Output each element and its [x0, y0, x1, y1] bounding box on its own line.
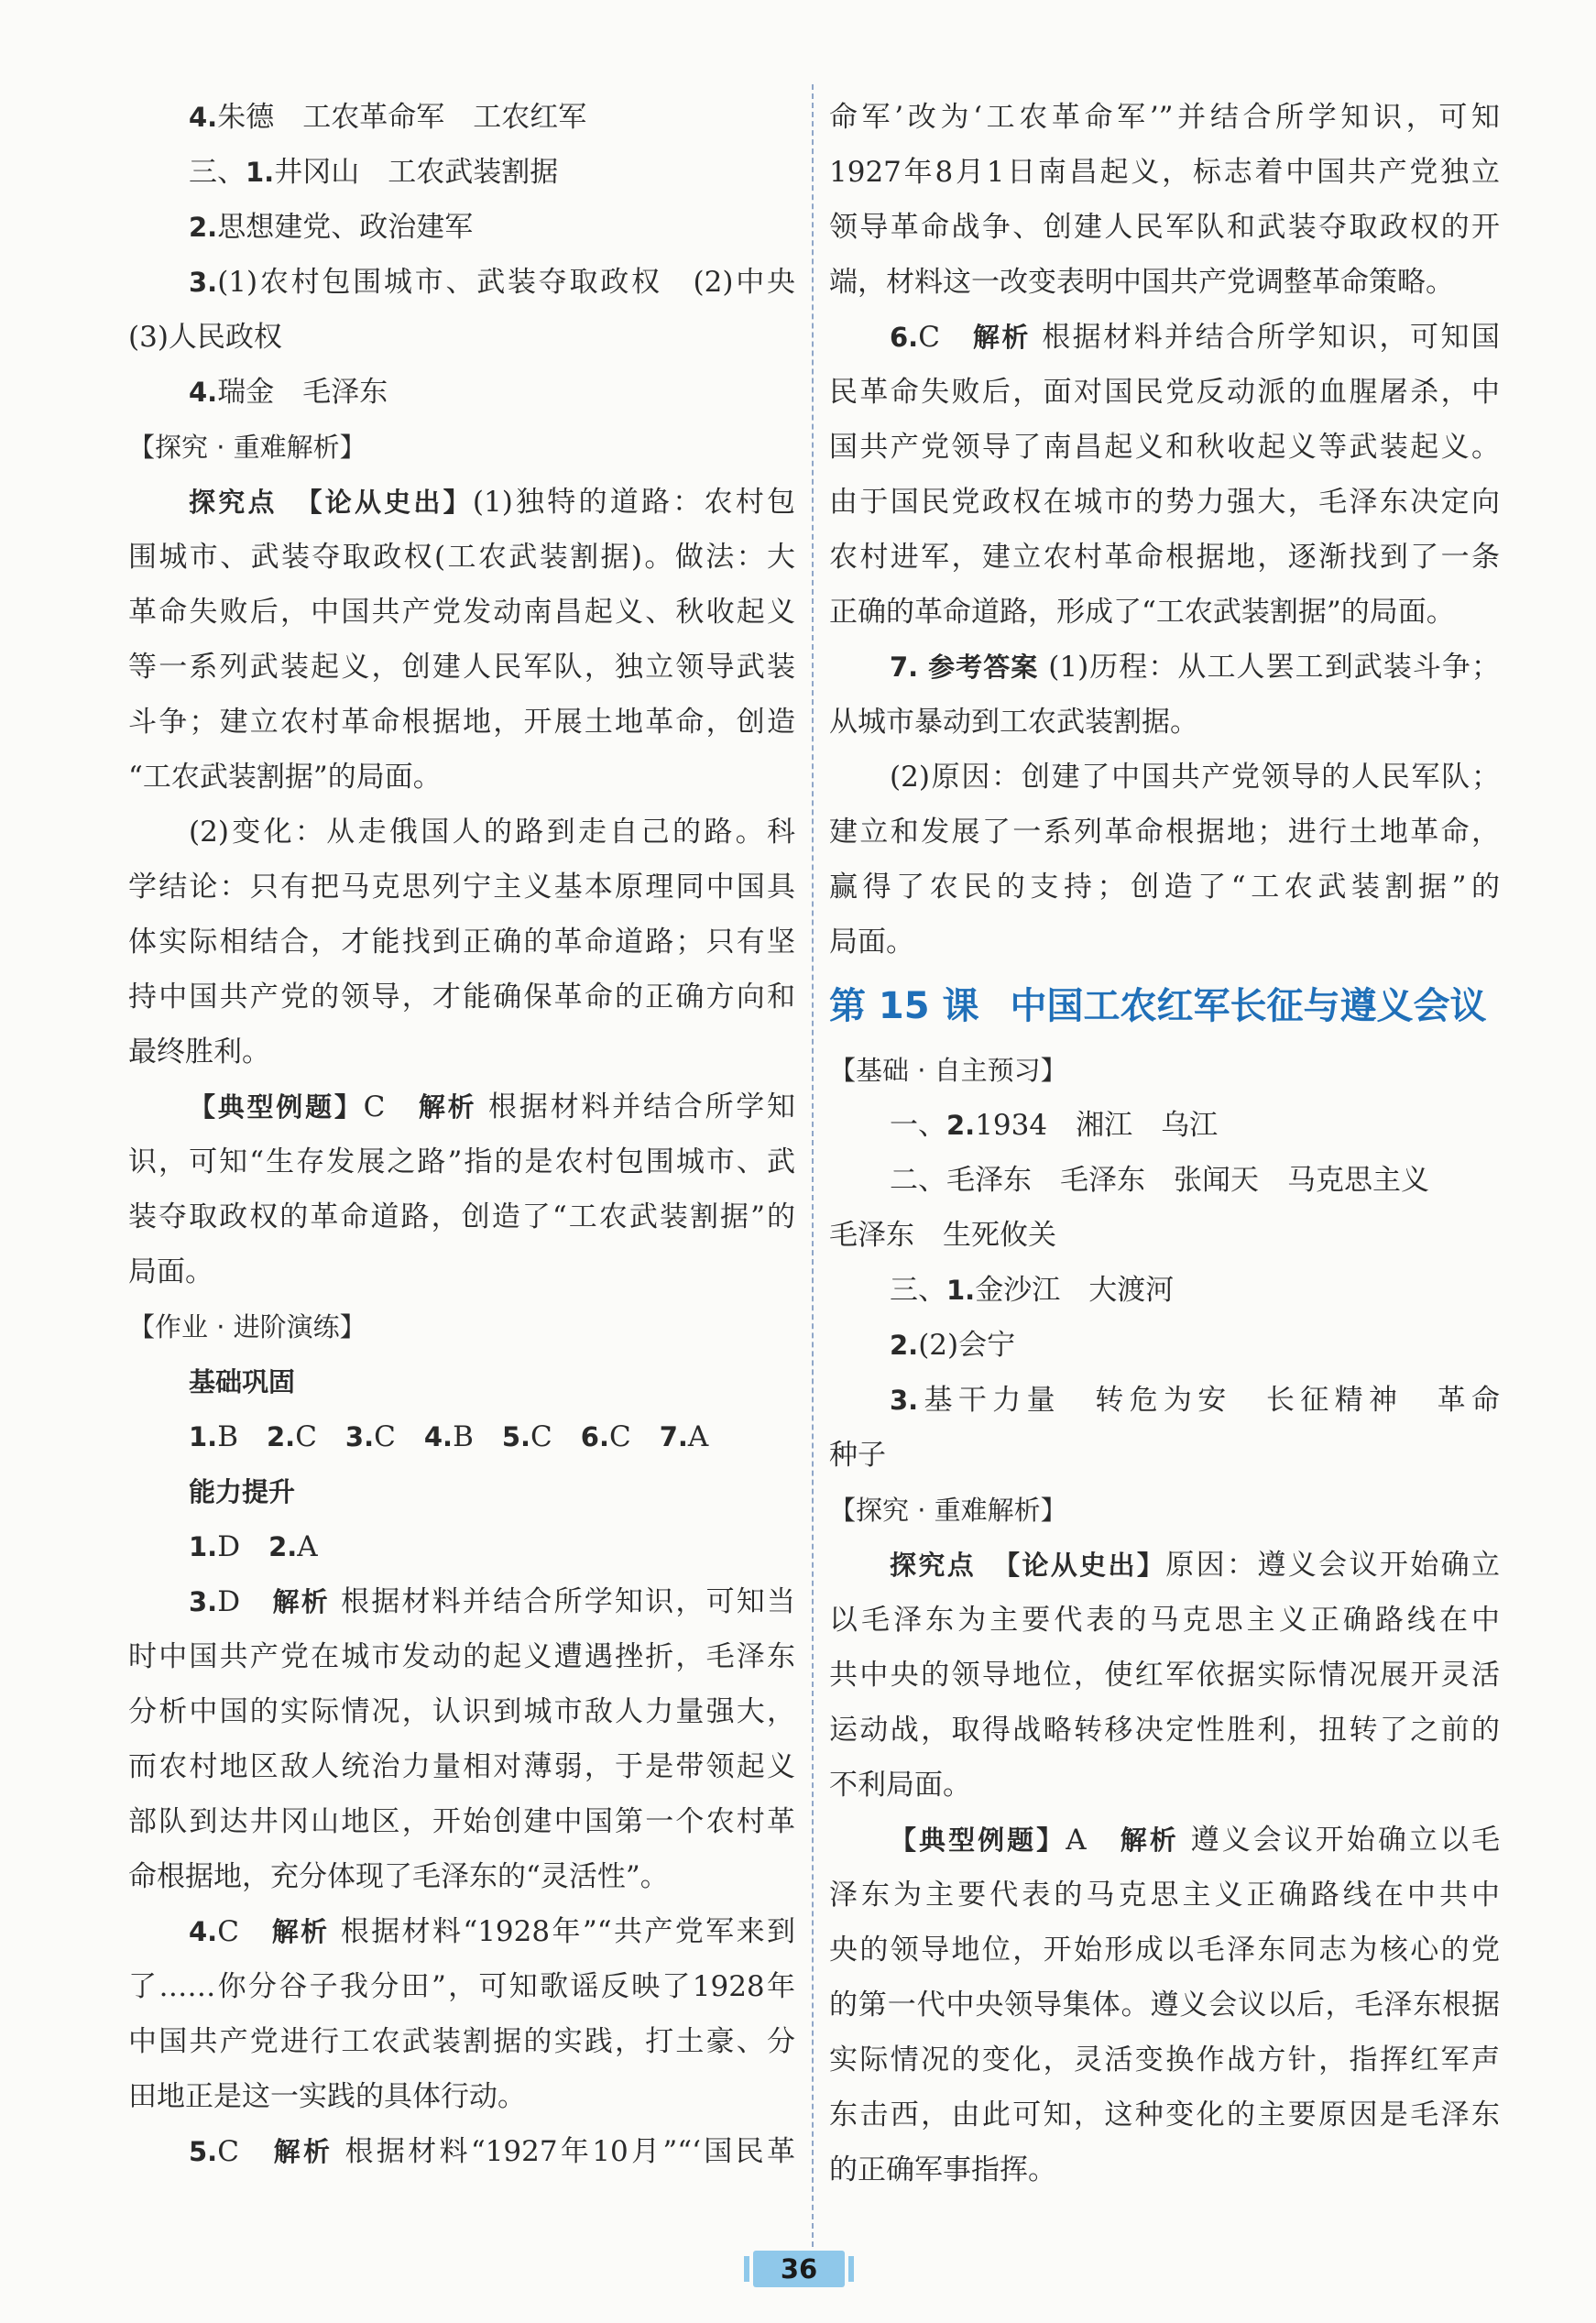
bold-label: 2. — [268, 1531, 298, 1562]
text-run: 1934 湘江 乌江 — [975, 1109, 1219, 1142]
text-run: (1)独特的道路：农村包 — [472, 486, 795, 519]
text-line — [829, 90, 1500, 145]
text-run: C — [530, 1420, 581, 1453]
text-run: 斗争；建立农村革命根据地，开展土地革命，创造 — [128, 706, 795, 739]
text-run: 命根据地，充分体现了毛泽东的“灵活性”。 — [128, 1860, 669, 1893]
text-run: 以毛泽东为主要代表的马克思主义正确路线在中 — [829, 1604, 1500, 1637]
text-run: 局面。 — [829, 926, 914, 959]
text-run: 最终胜利。 — [128, 1035, 270, 1068]
right-column-bottom — [829, 1043, 1500, 2197]
text-run: 持中国共产党的领导，才能确保革命的正确方向和 — [128, 981, 795, 1014]
text-run: 二、毛泽东 毛泽东 张闻天 马克思主义 — [890, 1164, 1429, 1197]
text-line — [128, 1134, 795, 1189]
text-run: 根据材料“1927年10月”“‘国民革 — [333, 2135, 795, 2168]
text-line — [829, 2087, 1500, 2142]
text-line — [829, 1758, 1500, 1813]
left-column — [128, 90, 795, 2179]
text-line — [128, 530, 795, 585]
text-line — [829, 1648, 1500, 1703]
text-run: (2)变化：从走俄国人的路到走自己的路。科 — [189, 816, 795, 849]
text-line — [128, 1244, 795, 1299]
bold-label: 6. — [890, 322, 919, 353]
bold-label: 【论从史出】 — [1006, 1550, 1166, 1581]
text-run: 局面。 — [128, 1255, 213, 1288]
text-line — [829, 1978, 1500, 2033]
bold-label: 1. — [189, 1531, 218, 1562]
text-line — [128, 1354, 795, 1409]
text-line — [128, 1409, 795, 1464]
text-line — [128, 200, 795, 255]
text-line — [829, 475, 1500, 530]
right-column — [829, 90, 1500, 2197]
text-line — [128, 1684, 795, 1739]
text-line — [128, 1464, 795, 1519]
text-line — [128, 750, 795, 805]
text-line — [829, 1923, 1500, 1978]
text-run: 中国共产党进行工农武装割据的实践，打土豪、分 — [128, 2025, 795, 2058]
text-run — [976, 1549, 1006, 1582]
bold-label: 4. — [189, 1916, 218, 1947]
lesson-heading — [829, 970, 1500, 1043]
text-line — [128, 2069, 795, 2124]
text-run: C — [363, 1090, 419, 1123]
bold-label: 7. — [659, 1421, 688, 1452]
text-run: 赢得了农民的支持；创造了“工农武装割据”的 — [829, 871, 1500, 904]
bold-label: 5. — [501, 1421, 531, 1452]
bold-label: 3. — [189, 267, 218, 298]
text-run: 而农村地区敌人统治力量相对薄弱，于是带领起义 — [128, 1750, 795, 1783]
text-run: C — [374, 1420, 424, 1453]
bold-label: 1. — [189, 1421, 218, 1452]
text-run: D — [217, 1585, 273, 1618]
text-run: C — [217, 1915, 272, 1948]
text-run: 泽东为主要代表的马克思主义正确路线在中共中 — [829, 1879, 1500, 1912]
text-line — [128, 805, 795, 860]
text-run: 东击西，由此可知，这种变化的主要原因是毛泽东 — [829, 2098, 1500, 2131]
text-run: 由于国民党政权在城市的势力强大，毛泽东决定向 — [829, 486, 1500, 519]
text-run — [278, 486, 309, 519]
text-run: 学结论：只有把马克思列宁主义基本原理同中国具 — [128, 871, 795, 904]
text-line — [829, 2142, 1500, 2197]
text-line — [128, 860, 795, 915]
text-line — [128, 915, 795, 970]
text-run: 装夺取政权的革命道路，创造了“工农武装割据”的 — [128, 1200, 795, 1233]
text-run: 根据材料“1928年”“共产党军来到 — [329, 1915, 795, 1948]
text-line — [829, 695, 1500, 750]
text-run: C — [918, 321, 973, 354]
text-run: 时中国共产党在城市发动的起义遭遇挫折，毛泽东 — [128, 1640, 795, 1673]
text-run: B — [453, 1420, 502, 1453]
text-run: 体实际相结合，才能找到正确的革命道路；只有坚 — [128, 926, 795, 959]
text-line — [128, 970, 795, 1025]
text-line — [128, 1904, 795, 1959]
text-line — [829, 1373, 1500, 1428]
text-run: 根据材料并结合所学知识，可知当 — [329, 1585, 795, 1618]
bold-label: 5. — [189, 2136, 218, 2167]
text-line — [128, 475, 795, 530]
lesson-title: 中国工农红军长征与遵义会议 — [1010, 985, 1487, 1027]
text-line — [128, 1849, 795, 1904]
text-line — [128, 365, 795, 420]
text-line — [829, 1318, 1500, 1373]
text-line — [829, 1593, 1500, 1648]
bold-label: 4. — [423, 1421, 454, 1452]
text-run: 思想建党、政治建军 — [217, 211, 474, 244]
text-line — [128, 1189, 795, 1244]
bold-label: 2. — [189, 212, 218, 243]
bold-label: 能力提升 — [189, 1476, 296, 1507]
text-line — [128, 1629, 795, 1684]
text-run: 等一系列武装起义，创建人民军队，独立领导武装 — [128, 651, 795, 684]
text-run: A — [1066, 1824, 1120, 1857]
text-run: C — [295, 1420, 345, 1453]
text-line — [128, 255, 795, 310]
text-line — [128, 420, 795, 475]
text-line — [829, 1263, 1500, 1318]
text-run: 朱德 工农革命军 工农红军 — [217, 101, 587, 134]
text-run — [918, 651, 928, 684]
text-line — [128, 1574, 795, 1629]
text-run: 了……你分谷子我分田”，可知歌谣反映了1928年 — [128, 1970, 795, 2003]
text-line — [829, 1703, 1500, 1758]
text-line — [829, 915, 1500, 970]
bold-label: 3. — [189, 1586, 218, 1617]
text-run: 领导革命战争、创建人民军队和武装夺取政权的开 — [829, 211, 1500, 244]
text-line — [829, 640, 1500, 695]
text-line — [128, 585, 795, 640]
text-line — [128, 2124, 795, 2179]
text-line — [829, 365, 1500, 420]
text-line — [829, 2033, 1500, 2087]
text-run: “工农武装割据”的局面。 — [128, 761, 442, 794]
text-line — [829, 585, 1500, 640]
bold-label: 1. — [946, 1275, 976, 1306]
text-run: 的正确军事指挥。 — [829, 2153, 1056, 2186]
text-line — [128, 695, 795, 750]
text-line — [829, 860, 1500, 915]
text-run: 金沙江 大渡河 — [975, 1274, 1175, 1307]
text-run: 国共产党领导了南昌起义和秋收起义等武装起义。 — [829, 431, 1500, 464]
text-run: (2)会宁 — [918, 1329, 1016, 1362]
text-run: 分析中国的实际情况，认识到城市敌人力量强大， — [128, 1695, 795, 1728]
text-run: (1)农村包围城市、武装夺取政权 (2)中央 — [217, 266, 795, 299]
text-line — [128, 2014, 795, 2069]
text-line — [829, 1043, 1500, 1098]
text-run: 命军’改为‘工农革命军’”并结合所学知识，可知 — [829, 101, 1500, 134]
text-run: 端，材料这一改变表明中国共产党调整革命策略。 — [829, 266, 1454, 299]
text-run: 三、 — [189, 156, 246, 189]
text-run: 的第一代中央领导集体。遵义会议以后，毛泽东根据 — [829, 1989, 1500, 2022]
bold-label: 4. — [189, 102, 218, 133]
text-line — [829, 255, 1500, 310]
section-heading: 【基础 · 自主预习】 — [829, 1055, 1067, 1086]
text-run: 根据材料并结合所学知 — [476, 1090, 795, 1123]
text-run: A — [687, 1420, 709, 1453]
text-run: C — [608, 1420, 660, 1453]
bold-label: 基础巩固 — [189, 1366, 296, 1397]
text-run: 根据材料并结合所学知识，可知国 — [1030, 321, 1500, 354]
text-line — [128, 640, 795, 695]
bold-label: 解析 — [271, 1916, 330, 1947]
bold-label: 解析 — [418, 1091, 477, 1123]
text-run: 建立和发展了一系列革命根据地；进行土地革命， — [829, 816, 1500, 849]
text-run: D — [217, 1530, 269, 1563]
page-number: 36 — [753, 2251, 845, 2287]
text-run: 遵义会议开始确立以毛 — [1178, 1824, 1500, 1857]
bold-label: 2. — [890, 1330, 919, 1361]
bold-label: 1. — [246, 157, 275, 188]
text-run: 农村进军，建立农村革命根据地，逐渐找到了一条 — [829, 541, 1500, 574]
bold-label: 3. — [344, 1421, 375, 1452]
bold-label: 探究点 — [890, 1550, 977, 1581]
text-run: B — [217, 1420, 267, 1453]
text-run: 正确的革命道路，形成了“工农武装割据”的局面。 — [829, 596, 1455, 629]
bold-label: 7. — [890, 652, 919, 683]
section-heading: 【作业 · 进阶演练】 — [128, 1311, 366, 1342]
text-run: 部队到达井冈山地区，开始创建中国第一个农村革 — [128, 1805, 795, 1838]
text-run: 原因：遵义会议开始确立 — [1165, 1549, 1500, 1582]
text-line — [829, 1428, 1500, 1483]
bold-label: 解析 — [273, 2136, 333, 2167]
bold-label: 3. — [890, 1385, 919, 1416]
text-run: 种子 — [829, 1439, 886, 1472]
text-line — [128, 1519, 795, 1574]
column-divider — [812, 84, 814, 2247]
text-line — [829, 1153, 1500, 1208]
text-line — [829, 1098, 1500, 1153]
text-run: (3)人民政权 — [128, 321, 282, 354]
text-line — [829, 200, 1500, 255]
text-run: 基干力量 转危为安 长征精神 革命 — [918, 1384, 1500, 1417]
text-run: 央的领导地位，开始形成以毛泽东同志为核心的党 — [829, 1934, 1500, 1967]
text-line — [829, 530, 1500, 585]
bold-label: 2. — [946, 1110, 976, 1141]
bold-label: 解析 — [272, 1586, 330, 1617]
section-heading: 【探究 · 重难解析】 — [128, 432, 366, 463]
text-run: 田地正是这一实践的具体行动。 — [128, 2080, 526, 2113]
text-run: 民革命失败后，面对国民党反动派的血腥屠杀，中 — [829, 376, 1500, 409]
text-run: C — [217, 2135, 274, 2168]
text-line — [128, 1739, 795, 1794]
text-run: 1927年8月1日南昌起义，标志着中国共产党独立 — [829, 156, 1500, 189]
bold-label: 【论从史出】 — [308, 487, 473, 518]
bold-label: 2. — [266, 1421, 296, 1452]
text-run: (2)原因：创建了中国共产党领导的人民军队； — [890, 761, 1500, 794]
text-run: 三、 — [890, 1274, 946, 1307]
text-line — [829, 805, 1500, 860]
bold-label: 解析 — [972, 322, 1031, 353]
text-run: 从城市暴动到工农武装割据。 — [829, 706, 1198, 739]
bold-label: 【典型例题】 — [189, 1091, 364, 1123]
section-heading: 【探究 · 重难解析】 — [829, 1495, 1067, 1526]
text-run: 共中央的领导地位，使红军依据实际情况展开灵活 — [829, 1659, 1500, 1692]
text-run: 运动战，取得战略转移决定性胜利，扭转了之前的 — [829, 1714, 1500, 1747]
right-column-top — [829, 90, 1500, 970]
text-line — [829, 1483, 1500, 1538]
text-run: 革命失败后，中国共产党发动南昌起义、秋收起义 — [128, 596, 795, 629]
bold-label: 探究点 — [189, 487, 278, 518]
text-run: 实际情况的变化，灵活变换作战方针，指挥红军声 — [829, 2044, 1500, 2076]
text-line — [128, 310, 795, 365]
text-run: 识，可知“生存发展之路”指的是农村包围城市、武 — [128, 1145, 795, 1178]
bold-label: 4. — [189, 377, 218, 408]
text-run: 井冈山 工农武装割据 — [274, 156, 559, 189]
text-line — [829, 750, 1500, 805]
text-line — [829, 310, 1500, 365]
text-line — [128, 145, 795, 200]
text-line — [829, 1208, 1500, 1263]
text-line — [829, 1813, 1500, 1868]
text-line — [829, 1868, 1500, 1923]
bold-label: 6. — [580, 1421, 609, 1452]
text-line — [128, 1959, 795, 2014]
text-line — [829, 1538, 1500, 1593]
text-line — [829, 145, 1500, 200]
text-line — [128, 1794, 795, 1849]
text-run: 一、 — [890, 1109, 946, 1142]
text-run: (1)历程：从工人罢工到武装斗争； — [1038, 651, 1500, 684]
bold-label: 【典型例题】 — [890, 1824, 1066, 1856]
text-run: A — [297, 1530, 318, 1563]
text-line — [128, 90, 795, 145]
lesson-number: 第 15 课 — [829, 985, 979, 1027]
text-line — [829, 420, 1500, 475]
text-run: 围城市、武装夺取政权(工农武装割据)。做法：大 — [128, 541, 795, 574]
text-run: 毛泽东 生死攸关 — [829, 1219, 1056, 1252]
text-line — [128, 1079, 795, 1134]
text-run: 瑞金 毛泽东 — [217, 376, 388, 409]
text-run: 不利局面。 — [829, 1769, 971, 1802]
text-line — [128, 1299, 795, 1354]
text-line — [128, 1025, 795, 1079]
bold-label: 参考答案 — [928, 652, 1039, 683]
bold-label: 解析 — [1120, 1824, 1179, 1856]
